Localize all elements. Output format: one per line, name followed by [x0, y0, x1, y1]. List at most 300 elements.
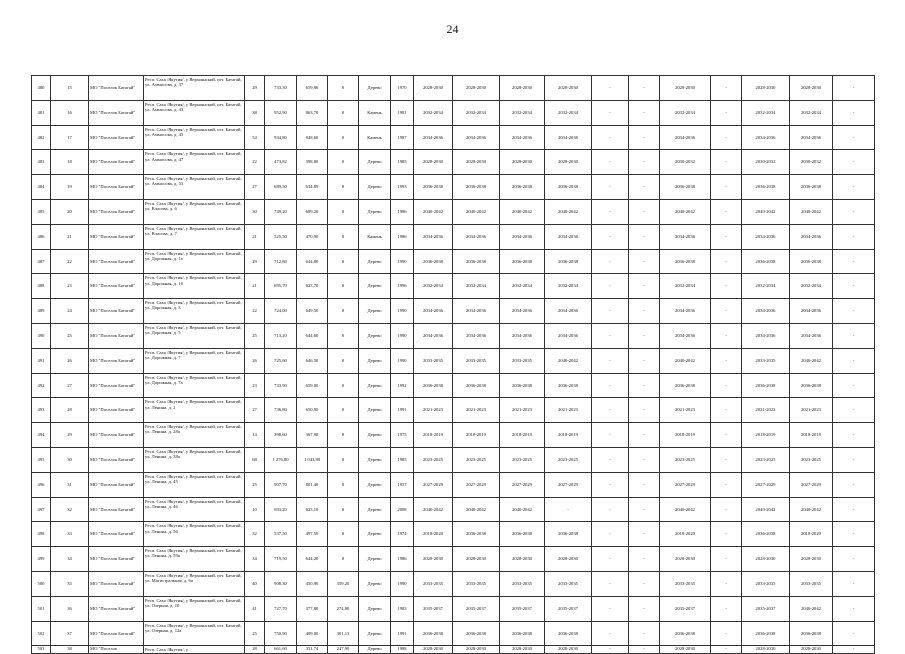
table-cell: 2032-2034 — [790, 100, 833, 125]
table-cell: 2036-2038 — [545, 175, 592, 200]
table-cell: Респ. Саха /Якутия/, у — [144, 646, 245, 654]
table-cell: 26 — [51, 348, 89, 373]
table-cell: 2018-2019 — [742, 423, 790, 448]
table-cell: 2023-2025 — [545, 447, 592, 472]
table-cell: 2036-2038 — [790, 373, 833, 398]
table-cell: 689,50 — [265, 175, 297, 200]
table-row — [32, 175, 875, 200]
table-cell: 486 — [32, 224, 51, 249]
table-cell: 1990 — [391, 323, 414, 348]
table-cell: 34 — [51, 547, 89, 572]
table-cell: 28 — [245, 646, 265, 654]
table-cell: 483 — [32, 150, 51, 175]
table-cell: 2040-2042 — [660, 497, 711, 522]
table-cell: 2040-2042 — [545, 199, 592, 224]
table-cell: 480 — [32, 76, 51, 101]
table-cell: 2034-2036 — [790, 224, 833, 249]
table-cell: 2028-2030 — [660, 76, 711, 101]
table-cell: 2036-2038 — [660, 373, 711, 398]
table-cell: Респ. Саха /Якутия/, у Верхоянский, пгт. Батагай, ул. Ленина, д. 45 — [144, 472, 245, 497]
table-cell: 2035-2037 — [414, 596, 453, 621]
table-cell: 2040-2042 — [660, 199, 711, 224]
table-cell: Дерево — [359, 323, 391, 348]
table-cell: Респ. Саха /Якутия/, у Верхоянский, пгт. Батагай, ул. Аммосова, д. 37 — [144, 76, 245, 101]
table-cell: - — [629, 323, 660, 348]
table-cell: МО "Поселок Батагай" — [89, 125, 144, 150]
table-cell: 2034-2036 — [742, 323, 790, 348]
table-cell: 2033-2035 — [660, 571, 711, 596]
table-cell: 2033-2035 — [500, 348, 545, 373]
table-cell: 2021-2023 — [500, 398, 545, 423]
table-cell: МО "Поселок — [89, 646, 144, 654]
table-cell: 38 — [245, 100, 265, 125]
table-cell: 2034-2036 — [790, 125, 833, 150]
table-cell: 1991 — [391, 398, 414, 423]
table-cell: - — [592, 348, 629, 373]
table-cell: 21 — [51, 224, 89, 249]
table-cell: 2034-2036 — [660, 299, 711, 324]
table-cell: 0 — [328, 175, 359, 200]
table-cell: 2033-2035 — [414, 571, 453, 596]
table-cell: 1975 — [391, 423, 414, 448]
table-cell: - — [711, 249, 742, 274]
table-cell: 409,00 — [297, 621, 328, 646]
table-cell: 2033-2035 — [500, 571, 545, 596]
table-cell: Дерево — [359, 472, 391, 497]
table-cell: 644,60 — [297, 323, 328, 348]
table-cell: 0 — [328, 497, 359, 522]
table-cell: МО "Поселок Батагай" — [89, 571, 144, 596]
table-cell: 2028-2030 — [790, 646, 833, 654]
table-cell: 2036-2038 — [660, 249, 711, 274]
table-cell: 15 — [51, 76, 89, 101]
housing-repair-schedule-table — [31, 75, 875, 654]
table-cell: - — [711, 175, 742, 200]
table-cell: МО "Поселок Батагай" — [89, 398, 144, 423]
table-cell: 2032-2034 — [790, 274, 833, 299]
table-cell: 22 — [245, 150, 265, 175]
table-cell: Респ. Саха /Якутия/, у Верхоянский, пгт. Батагай, ул. Дорожная, д. 7 — [144, 348, 245, 373]
table-cell: 649,50 — [297, 299, 328, 324]
table-row — [32, 497, 875, 522]
table-cell: - — [592, 125, 629, 150]
table-cell: 750,90 — [265, 621, 297, 646]
table-cell: - — [629, 423, 660, 448]
table-cell: 2021-2023 — [545, 398, 592, 423]
table-cell: 492 — [32, 373, 51, 398]
table-cell: - — [711, 100, 742, 125]
table-cell: 359,20 — [328, 571, 359, 596]
table-cell: - — [833, 423, 875, 448]
table-cell: 2028-2030 — [545, 547, 592, 572]
table-cell: 727,70 — [265, 596, 297, 621]
table-cell: 1990 — [391, 348, 414, 373]
table-cell: 2035-2037 — [453, 596, 500, 621]
table-cell: - — [592, 596, 629, 621]
table-cell: 497 — [32, 497, 51, 522]
table-cell: 2036-2038 — [790, 621, 833, 646]
table-cell: 2034-2036 — [660, 323, 711, 348]
table-cell: 499 — [32, 547, 51, 572]
table-cell: 2028-2030 — [790, 76, 833, 101]
table-cell: - — [592, 497, 629, 522]
table-cell: 29 — [245, 249, 265, 274]
table-cell: 719,50 — [265, 547, 297, 572]
table-cell: - — [592, 199, 629, 224]
table-cell: - — [833, 100, 875, 125]
table-cell: - — [629, 224, 660, 249]
table-cell: 525,50 — [265, 224, 297, 249]
table-cell: 38 — [51, 646, 89, 654]
table-row — [32, 199, 875, 224]
table-cell: - — [592, 547, 629, 572]
table-cell: 661,60 — [265, 646, 297, 654]
table-cell: 2040-2042 — [790, 596, 833, 621]
table-cell: 0 — [328, 199, 359, 224]
table-cell: 2035-2037 — [545, 596, 592, 621]
table-cell: 2028-2030 — [545, 646, 592, 654]
table-cell: - — [592, 323, 629, 348]
table-cell: 503 — [32, 646, 51, 654]
table-cell: - — [833, 646, 875, 654]
table-cell: 2036-2038 — [453, 621, 500, 646]
table-cell: Дерево — [359, 398, 391, 423]
table-cell: 2036-2038 — [414, 249, 453, 274]
table-cell: 2028-2030 — [660, 547, 711, 572]
table-cell: - — [711, 447, 742, 472]
table-cell: 863,70 — [297, 100, 328, 125]
table-cell: 2040-2042 — [660, 348, 711, 373]
table-cell: 1974 — [391, 522, 414, 547]
table-cell: Респ. Саха /Якутия/, у Верхоянский, пгт. Батагай, ул. Ленина, д. 38а — [144, 447, 245, 472]
table-cell: 2018-2019 — [790, 423, 833, 448]
table-cell: 2036-2038 — [545, 249, 592, 274]
table-cell: 2040-2042 — [790, 348, 833, 373]
table-cell: Респ. Саха /Якутия/, у Верхоянский, пгт. Батагай, ул. Дорожная, д. 1б — [144, 274, 245, 299]
table-cell: - — [711, 596, 742, 621]
table-row — [32, 150, 875, 175]
table-cell: - — [629, 199, 660, 224]
table-cell: 2027-2029 — [545, 472, 592, 497]
table-cell: Респ. Саха /Якутия/, у Верхоянский, пгт. Батагай, ул. Ленина, д. 28а — [144, 423, 245, 448]
table-cell: 0 — [328, 398, 359, 423]
table-cell: - — [711, 76, 742, 101]
table-cell: 0 — [328, 150, 359, 175]
table-cell: 0 — [328, 447, 359, 472]
table-cell: - — [711, 199, 742, 224]
table-cell: Дерево — [359, 571, 391, 596]
table-cell: 2028-2030 — [500, 547, 545, 572]
table-cell: 2036-2038 — [414, 621, 453, 646]
table-cell: - — [833, 398, 875, 423]
table-cell: МО "Поселок Батагай" — [89, 472, 144, 497]
table-cell: МО "Поселок Батагай" — [89, 199, 144, 224]
table-cell: 351,74 — [297, 646, 328, 654]
table-cell: 2028-2030 — [500, 150, 545, 175]
table-cell: 2027-2029 — [660, 472, 711, 497]
table-row — [32, 274, 875, 299]
table-cell: - — [592, 423, 629, 448]
table-cell: - — [711, 150, 742, 175]
table-cell: 1 276,80 — [265, 447, 297, 472]
table-cell: 377,80 — [297, 596, 328, 621]
table-cell: 35 — [51, 571, 89, 596]
table-cell: - — [833, 249, 875, 274]
table-cell: МО "Поселок Батагай" — [89, 323, 144, 348]
table-cell: - — [629, 348, 660, 373]
table-cell: 2036-2038 — [414, 373, 453, 398]
table-cell: 2032-2034 — [660, 100, 711, 125]
table-cell: 2028-2030 — [453, 76, 500, 101]
table-cell: 2034-2036 — [790, 299, 833, 324]
table-cell: 500 — [32, 571, 51, 596]
table-cell: - — [629, 472, 660, 497]
table-cell: 2018-2020 — [660, 522, 711, 547]
table-cell: 1970 — [391, 76, 414, 101]
table-cell: Респ. Саха /Якутия/, у Верхоянский, пгт. Батагай, ул. Ленина, д. 59а — [144, 547, 245, 572]
table-cell: Респ. Саха /Якутия/, у Верхоянский, пгт. Батагай, ул. Власова, д. 6 — [144, 199, 245, 224]
table-cell: 2033-2035 — [742, 571, 790, 596]
table-cell: 30 — [245, 199, 265, 224]
table-cell: 801,40 — [297, 472, 328, 497]
table-cell: Дерево — [359, 348, 391, 373]
table-cell: 2034-2036 — [790, 323, 833, 348]
table-cell: 2034-2036 — [500, 125, 545, 150]
table-cell: 2040-2042 — [742, 497, 790, 522]
table-cell: 247,90 — [328, 646, 359, 654]
table-cell: 2034-2036 — [453, 323, 500, 348]
table-cell: 0 — [328, 100, 359, 125]
table-cell: 650,90 — [297, 398, 328, 423]
table-cell: МО "Поселок Батагай" — [89, 249, 144, 274]
table-cell: 2036-2038 — [790, 249, 833, 274]
table-cell: 21 — [245, 274, 265, 299]
table-cell: - — [592, 76, 629, 101]
table-row — [32, 596, 875, 621]
table-cell: - — [833, 447, 875, 472]
table-row — [32, 621, 875, 646]
table-cell: 2040-2042 — [500, 199, 545, 224]
table-cell: 2036-2038 — [414, 175, 453, 200]
table-cell: - — [629, 596, 660, 621]
table-cell: 0 — [328, 274, 359, 299]
table-cell: Респ. Саха /Якутия/, у Верхоянский, пгт. Батагай, ул. Ленина, д. 46 — [144, 497, 245, 522]
table-cell: - — [711, 621, 742, 646]
table-row — [32, 125, 875, 150]
table-cell: Дерево — [359, 447, 391, 472]
table-cell: 0 — [328, 249, 359, 274]
table-cell: 2030-2032 — [660, 150, 711, 175]
table-cell: 2036-2038 — [453, 175, 500, 200]
table-cell: Респ. Саха /Якутия/, у Верхоянский, пгт. Батагай, ул. Ленина, д. 2 — [144, 398, 245, 423]
table-cell: - — [629, 125, 660, 150]
table-cell: 2040-2042 — [790, 497, 833, 522]
table-cell: - — [592, 299, 629, 324]
table-cell: 2040-2042 — [414, 497, 453, 522]
table-cell: 1957 — [391, 472, 414, 497]
table-cell: 2032-2034 — [453, 274, 500, 299]
table-cell: 2018-2020 — [414, 522, 453, 547]
table-cell: 2034-2036 — [545, 224, 592, 249]
table-cell: 25 — [245, 621, 265, 646]
table-cell: 713,20 — [265, 323, 297, 348]
table-cell: - — [711, 547, 742, 572]
table-cell: 0 — [328, 348, 359, 373]
table-cell: Камень — [359, 125, 391, 150]
table-cell: 27 — [245, 175, 265, 200]
table-row — [32, 323, 875, 348]
table-cell: 2032-2034 — [545, 274, 592, 299]
table-cell: 17 — [51, 125, 89, 150]
table-cell: - — [629, 175, 660, 200]
table-row — [32, 100, 875, 125]
table-cell: 0 — [328, 76, 359, 101]
table-cell: 398,60 — [265, 423, 297, 448]
table-cell: 2036-2038 — [660, 621, 711, 646]
table-cell: - — [833, 497, 875, 522]
table-cell: 2008 — [391, 497, 414, 522]
table-cell: 659,96 — [297, 76, 328, 101]
table-cell: МО "Поселок Батагай" — [89, 497, 144, 522]
table-cell: - — [833, 373, 875, 398]
table-cell: 2035-2037 — [660, 596, 711, 621]
table-cell: 934,80 — [265, 125, 297, 150]
table-cell: МО "Поселок Батагай" — [89, 373, 144, 398]
table-cell: 2034-2036 — [453, 299, 500, 324]
table-cell: Респ. Саха /Якутия/, у Верхоянский, пгт. Батагай, ул. Озерная, д. 12а — [144, 621, 245, 646]
table-cell: - — [833, 76, 875, 101]
table-cell: 54 — [245, 125, 265, 150]
table-cell: 274,80 — [328, 596, 359, 621]
table-cell: - — [629, 274, 660, 299]
table-cell: - — [711, 125, 742, 150]
table-cell: 0 — [328, 323, 359, 348]
table-cell: 2028-2030 — [742, 646, 790, 654]
table-cell: 2034-2036 — [500, 224, 545, 249]
table-cell: 0 — [328, 373, 359, 398]
table-cell: МО "Поселок Батагай" — [89, 100, 144, 125]
table-cell: 367,90 — [297, 423, 328, 448]
table-cell: 2034-2036 — [500, 299, 545, 324]
table-cell: 22 — [245, 299, 265, 324]
table-cell: Камень — [359, 224, 391, 249]
table-cell: 724,00 — [265, 299, 297, 324]
table-cell: 2034-2036 — [545, 299, 592, 324]
table-cell: Дерево — [359, 175, 391, 200]
table-cell: 23 — [51, 274, 89, 299]
table-cell: 2021-2023 — [414, 398, 453, 423]
table-cell: 2032-2034 — [742, 100, 790, 125]
table-cell: - — [711, 646, 742, 654]
table-cell: 2040-2042 — [742, 199, 790, 224]
table-cell: 1985 — [391, 150, 414, 175]
table-cell: - — [629, 373, 660, 398]
table-cell: 0 — [328, 125, 359, 150]
table-cell: 473,82 — [265, 150, 297, 175]
table-cell: 33 — [51, 522, 89, 547]
table-cell: 952,90 — [265, 100, 297, 125]
table-cell: - — [629, 547, 660, 572]
table-cell: 0 — [328, 522, 359, 547]
table-cell: 2033-2035 — [453, 571, 500, 596]
table-cell: 2036-2038 — [453, 373, 500, 398]
table-row — [32, 398, 875, 423]
table-cell: - — [592, 646, 629, 654]
table-cell: 1987 — [391, 125, 414, 150]
table-cell: 484 — [32, 175, 51, 200]
table-cell: 2028-2030 — [414, 547, 453, 572]
table-cell: 2030-2032 — [742, 150, 790, 175]
table-cell: - — [629, 522, 660, 547]
table-cell: 1 043,80 — [297, 447, 328, 472]
table-cell: 693,20 — [265, 497, 297, 522]
table-cell: 2034-2036 — [453, 125, 500, 150]
table-cell: 24 — [51, 299, 89, 324]
table-cell: 2032-2034 — [500, 100, 545, 125]
table-cell: 2034-2036 — [742, 125, 790, 150]
table-cell: 2028-2030 — [790, 547, 833, 572]
table-cell: - — [711, 472, 742, 497]
table-cell: 2034-2036 — [414, 125, 453, 150]
table-cell: - — [592, 621, 629, 646]
table-cell: 2032-2034 — [742, 274, 790, 299]
table-cell: - — [711, 522, 742, 547]
table-cell: 2027-2029 — [453, 472, 500, 497]
table-cell: 623,10 — [297, 497, 328, 522]
table-cell: МО "Поселок Батагай" — [89, 299, 144, 324]
table-cell: - — [629, 299, 660, 324]
table-cell: 2036-2038 — [742, 249, 790, 274]
table-cell: 2023-2025 — [453, 447, 500, 472]
table-cell: 2034-2036 — [453, 224, 500, 249]
table-cell: 2036-2038 — [545, 373, 592, 398]
table-cell: - — [592, 472, 629, 497]
table-cell: - — [833, 199, 875, 224]
table-cell: 2033-2035 — [742, 348, 790, 373]
table-cell: - — [711, 323, 742, 348]
table-cell: 2030-2032 — [790, 150, 833, 175]
table-cell: 1993 — [391, 175, 414, 200]
table-cell: МО "Поселок Батагай" — [89, 447, 144, 472]
table-cell: 1983 — [391, 596, 414, 621]
table-cell: - — [833, 596, 875, 621]
table-row — [32, 571, 875, 596]
table-cell: - — [711, 274, 742, 299]
table-cell: 2028-2030 — [453, 646, 500, 654]
table-cell: 490 — [32, 323, 51, 348]
table-cell: - — [833, 547, 875, 572]
table-cell: - — [833, 125, 875, 150]
table-cell: Респ. Саха /Якутия/, у Верхоянский, пгт. Батагай, ул. Аммосова, д. 53 — [144, 175, 245, 200]
table-cell: 2036-2038 — [545, 522, 592, 547]
table-cell: 2028-2030 — [545, 150, 592, 175]
table-cell: - — [711, 348, 742, 373]
table-cell: - — [592, 150, 629, 175]
table-cell: 25 — [245, 323, 265, 348]
table-cell: 2036-2038 — [742, 175, 790, 200]
table-cell: 2040-2042 — [414, 199, 453, 224]
table-cell: 623,70 — [297, 274, 328, 299]
table-cell: 659,00 — [297, 373, 328, 398]
table-cell: - — [833, 571, 875, 596]
table-cell: 29 — [245, 76, 265, 101]
table-cell: 1986 — [391, 547, 414, 572]
table-cell: Камень — [359, 100, 391, 125]
table-row — [32, 249, 875, 274]
table-cell: 30 — [51, 447, 89, 472]
table-cell: 482 — [32, 125, 51, 150]
table-cell: - — [629, 76, 660, 101]
